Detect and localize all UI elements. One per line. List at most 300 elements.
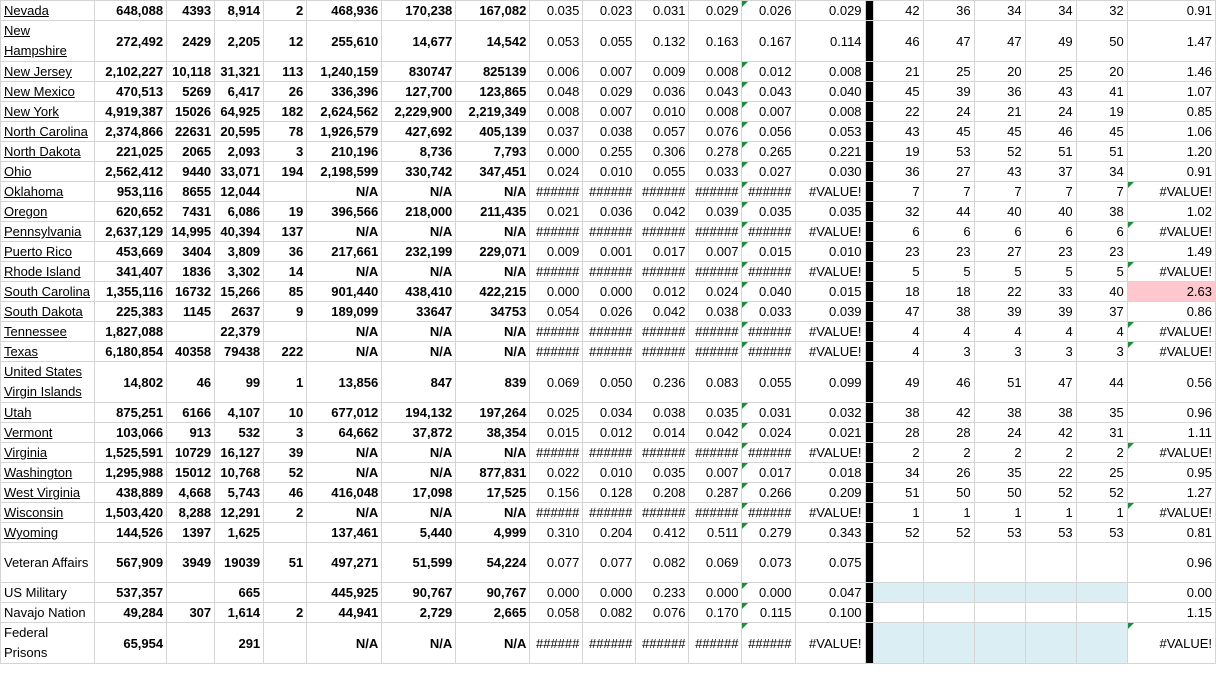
data-cell[interactable]: 0.86 bbox=[1127, 302, 1215, 322]
data-cell[interactable]: N/A bbox=[456, 443, 530, 463]
data-cell[interactable]: 4,107 bbox=[215, 403, 264, 423]
data-cell[interactable]: 46 bbox=[873, 21, 923, 62]
data-cell[interactable] bbox=[167, 322, 215, 342]
data-cell[interactable]: ###### bbox=[530, 182, 583, 202]
data-cell[interactable]: 453,669 bbox=[95, 242, 167, 262]
data-cell[interactable]: 0.032 bbox=[795, 403, 865, 423]
data-cell[interactable]: 0.034 bbox=[583, 403, 636, 423]
data-cell[interactable] bbox=[974, 543, 1025, 583]
data-cell[interactable]: N/A bbox=[456, 342, 530, 362]
data-cell[interactable]: 0.033 bbox=[689, 162, 742, 182]
data-cell[interactable]: ###### bbox=[636, 623, 689, 664]
row-label-cell[interactable] bbox=[1, 282, 95, 302]
data-cell[interactable]: 0.008 bbox=[795, 62, 865, 82]
data-cell[interactable]: 272,492 bbox=[95, 21, 167, 62]
data-cell[interactable]: 39 bbox=[264, 443, 307, 463]
data-cell[interactable]: 167,082 bbox=[456, 1, 530, 21]
data-cell[interactable]: #VALUE! bbox=[1127, 503, 1215, 523]
data-cell[interactable]: 34 bbox=[1025, 1, 1076, 21]
data-cell[interactable]: 14 bbox=[264, 262, 307, 282]
data-cell[interactable]: N/A bbox=[382, 262, 456, 282]
data-cell[interactable]: 0.007 bbox=[742, 102, 795, 122]
data-cell[interactable]: ###### bbox=[689, 262, 742, 282]
data-cell[interactable]: 1 bbox=[873, 503, 923, 523]
data-cell[interactable]: 6 bbox=[1076, 222, 1127, 242]
data-cell[interactable]: 0.000 bbox=[583, 583, 636, 603]
data-cell[interactable]: 537,357 bbox=[95, 583, 167, 603]
data-cell[interactable]: 0.015 bbox=[795, 282, 865, 302]
data-cell[interactable]: #VALUE! bbox=[1127, 182, 1215, 202]
data-cell[interactable]: 0.012 bbox=[742, 62, 795, 82]
data-cell[interactable]: 43 bbox=[873, 122, 923, 142]
data-cell[interactable]: ###### bbox=[636, 222, 689, 242]
data-cell[interactable]: 1,295,988 bbox=[95, 463, 167, 483]
data-cell[interactable]: 99 bbox=[215, 362, 264, 403]
data-cell[interactable]: 2,102,227 bbox=[95, 62, 167, 82]
data-cell[interactable]: 33647 bbox=[382, 302, 456, 322]
data-cell[interactable]: 22 bbox=[1025, 463, 1076, 483]
row-label-cell[interactable] bbox=[1, 262, 95, 282]
data-cell[interactable]: 1,625 bbox=[215, 523, 264, 543]
data-cell[interactable]: 0.132 bbox=[636, 21, 689, 62]
data-cell[interactable]: 7,793 bbox=[456, 142, 530, 162]
data-cell[interactable]: 90,767 bbox=[382, 583, 456, 603]
data-cell[interactable]: #VALUE! bbox=[795, 623, 865, 664]
data-cell[interactable]: 0.000 bbox=[530, 583, 583, 603]
data-cell[interactable]: 210,196 bbox=[307, 142, 382, 162]
data-cell[interactable]: 10,118 bbox=[167, 62, 215, 82]
data-cell[interactable]: 28 bbox=[923, 423, 974, 443]
data-cell[interactable]: 51 bbox=[974, 362, 1025, 403]
data-cell[interactable]: 52 bbox=[1076, 483, 1127, 503]
row-label-cell[interactable] bbox=[1, 102, 95, 122]
data-cell[interactable]: 38,354 bbox=[456, 423, 530, 443]
data-cell[interactable]: 0.022 bbox=[530, 463, 583, 483]
row-label-cell[interactable] bbox=[1, 202, 95, 222]
data-cell[interactable]: ###### bbox=[530, 222, 583, 242]
data-cell[interactable]: 10729 bbox=[167, 443, 215, 463]
data-cell[interactable]: 18 bbox=[923, 282, 974, 302]
data-cell[interactable]: 25 bbox=[1025, 62, 1076, 82]
data-cell[interactable]: 1,926,579 bbox=[307, 122, 382, 142]
data-cell[interactable]: 37,872 bbox=[382, 423, 456, 443]
data-cell[interactable]: 5 bbox=[873, 262, 923, 282]
data-cell[interactable]: ###### bbox=[530, 322, 583, 342]
data-cell[interactable]: 1,355,116 bbox=[95, 282, 167, 302]
data-cell[interactable]: 50 bbox=[974, 483, 1025, 503]
data-cell[interactable]: 1.20 bbox=[1127, 142, 1215, 162]
data-cell[interactable]: 0.000 bbox=[742, 583, 795, 603]
data-cell[interactable]: 4,999 bbox=[456, 523, 530, 543]
data-cell[interactable]: 0.001 bbox=[583, 242, 636, 262]
data-cell[interactable]: 1 bbox=[923, 503, 974, 523]
data-cell[interactable]: 0.073 bbox=[742, 543, 795, 583]
data-cell[interactable]: 26 bbox=[923, 463, 974, 483]
data-cell[interactable]: 6166 bbox=[167, 403, 215, 423]
data-cell[interactable]: 3 bbox=[974, 342, 1025, 362]
data-cell[interactable]: 438,889 bbox=[95, 483, 167, 503]
data-cell[interactable]: ###### bbox=[636, 342, 689, 362]
data-cell[interactable]: 0.035 bbox=[530, 1, 583, 21]
data-cell[interactable]: N/A bbox=[456, 503, 530, 523]
data-cell[interactable]: 189,099 bbox=[307, 302, 382, 322]
data-cell[interactable]: 0.279 bbox=[742, 523, 795, 543]
data-cell[interactable]: 85 bbox=[264, 282, 307, 302]
data-cell[interactable]: 877,831 bbox=[456, 463, 530, 483]
data-cell[interactable]: ###### bbox=[583, 262, 636, 282]
data-cell[interactable]: 0.255 bbox=[583, 142, 636, 162]
data-cell[interactable]: 5 bbox=[1025, 262, 1076, 282]
data-cell[interactable]: 40 bbox=[974, 202, 1025, 222]
data-cell[interactable]: 0.010 bbox=[583, 162, 636, 182]
row-label-cell[interactable] bbox=[1, 162, 95, 182]
data-cell[interactable]: 50 bbox=[923, 483, 974, 503]
data-cell[interactable] bbox=[873, 623, 923, 664]
data-cell[interactable]: 31 bbox=[1076, 423, 1127, 443]
data-cell[interactable]: 0.017 bbox=[742, 463, 795, 483]
data-cell[interactable]: 14,677 bbox=[382, 21, 456, 62]
data-cell[interactable]: ###### bbox=[742, 322, 795, 342]
data-cell[interactable]: 2,229,900 bbox=[382, 102, 456, 122]
row-label-cell[interactable] bbox=[1, 122, 95, 142]
data-cell[interactable]: 0.033 bbox=[742, 302, 795, 322]
data-cell[interactable]: N/A bbox=[382, 463, 456, 483]
data-cell[interactable]: 0.083 bbox=[689, 362, 742, 403]
data-cell[interactable]: 0.163 bbox=[689, 21, 742, 62]
data-cell[interactable]: 1.11 bbox=[1127, 423, 1215, 443]
data-cell[interactable]: ###### bbox=[742, 623, 795, 664]
row-label-cell[interactable] bbox=[1, 142, 95, 162]
data-cell[interactable]: 1836 bbox=[167, 262, 215, 282]
data-cell[interactable]: 52 bbox=[873, 523, 923, 543]
row-label-cell[interactable] bbox=[1, 443, 95, 463]
data-cell[interactable]: 6 bbox=[1025, 222, 1076, 242]
data-cell[interactable]: 0.233 bbox=[636, 583, 689, 603]
data-cell[interactable]: N/A bbox=[382, 182, 456, 202]
data-cell[interactable]: 0.012 bbox=[636, 282, 689, 302]
data-cell[interactable]: 23 bbox=[1076, 242, 1127, 262]
data-cell[interactable]: 33,071 bbox=[215, 162, 264, 182]
data-cell[interactable]: 0.056 bbox=[742, 122, 795, 142]
data-cell[interactable]: 4,919,387 bbox=[95, 102, 167, 122]
data-cell[interactable]: 0.236 bbox=[636, 362, 689, 403]
data-cell[interactable]: 0.042 bbox=[689, 423, 742, 443]
data-cell[interactable]: 1.06 bbox=[1127, 122, 1215, 142]
data-cell[interactable]: 0.511 bbox=[689, 523, 742, 543]
data-cell[interactable]: 0.030 bbox=[795, 162, 865, 182]
data-cell[interactable]: 255,610 bbox=[307, 21, 382, 62]
data-cell[interactable]: 42 bbox=[1025, 423, 1076, 443]
data-cell[interactable]: 648,088 bbox=[95, 1, 167, 21]
data-cell[interactable]: 0.054 bbox=[530, 302, 583, 322]
data-cell[interactable]: 1,827,088 bbox=[95, 322, 167, 342]
data-cell[interactable]: #VALUE! bbox=[1127, 443, 1215, 463]
data-cell[interactable]: 0.048 bbox=[530, 82, 583, 102]
data-cell[interactable]: 43 bbox=[1025, 82, 1076, 102]
data-cell[interactable]: 2637 bbox=[215, 302, 264, 322]
data-cell[interactable]: 54,224 bbox=[456, 543, 530, 583]
data-cell[interactable]: 32 bbox=[1076, 1, 1127, 21]
data-cell[interactable]: 6,086 bbox=[215, 202, 264, 222]
data-cell[interactable]: 0.082 bbox=[636, 543, 689, 583]
data-cell[interactable]: 0.069 bbox=[689, 543, 742, 583]
data-cell[interactable]: 20,595 bbox=[215, 122, 264, 142]
data-cell[interactable]: 3,302 bbox=[215, 262, 264, 282]
data-cell[interactable]: 44 bbox=[1076, 362, 1127, 403]
data-cell[interactable]: 0.128 bbox=[583, 483, 636, 503]
data-cell[interactable]: 2429 bbox=[167, 21, 215, 62]
data-cell[interactable]: 27 bbox=[923, 162, 974, 182]
data-cell[interactable]: 40 bbox=[1025, 202, 1076, 222]
data-cell[interactable] bbox=[1025, 583, 1076, 603]
data-cell[interactable]: 45 bbox=[923, 122, 974, 142]
data-cell[interactable]: 36 bbox=[873, 162, 923, 182]
data-cell[interactable]: 42 bbox=[873, 1, 923, 21]
data-cell[interactable]: 23 bbox=[923, 242, 974, 262]
data-cell[interactable]: 291 bbox=[215, 623, 264, 664]
data-cell[interactable]: 0.100 bbox=[795, 603, 865, 623]
data-cell[interactable]: 0.115 bbox=[742, 603, 795, 623]
data-cell[interactable] bbox=[923, 583, 974, 603]
data-cell[interactable]: ###### bbox=[689, 443, 742, 463]
row-label-cell[interactable] bbox=[1, 302, 95, 322]
data-cell[interactable]: 0.208 bbox=[636, 483, 689, 503]
data-cell[interactable]: 0.017 bbox=[636, 242, 689, 262]
data-cell[interactable]: 0.91 bbox=[1127, 162, 1215, 182]
data-cell[interactable]: 39 bbox=[1025, 302, 1076, 322]
data-cell[interactable]: 2 bbox=[1025, 443, 1076, 463]
data-cell[interactable]: 46 bbox=[923, 362, 974, 403]
data-cell[interactable] bbox=[873, 543, 923, 583]
data-cell[interactable]: 0.278 bbox=[689, 142, 742, 162]
row-label-cell[interactable] bbox=[1, 222, 95, 242]
data-cell[interactable]: 36 bbox=[974, 82, 1025, 102]
data-cell[interactable]: 665 bbox=[215, 583, 264, 603]
data-cell[interactable]: 2,665 bbox=[456, 603, 530, 623]
row-label-cell[interactable] bbox=[1, 403, 95, 423]
data-cell[interactable]: 336,396 bbox=[307, 82, 382, 102]
data-cell[interactable]: 1 bbox=[974, 503, 1025, 523]
data-cell[interactable]: 217,661 bbox=[307, 242, 382, 262]
data-cell[interactable]: ###### bbox=[530, 503, 583, 523]
data-cell[interactable]: 13,856 bbox=[307, 362, 382, 403]
data-cell[interactable] bbox=[923, 543, 974, 583]
data-cell[interactable]: 36 bbox=[923, 1, 974, 21]
data-cell[interactable]: 825139 bbox=[456, 62, 530, 82]
data-cell[interactable]: 468,936 bbox=[307, 1, 382, 21]
data-cell[interactable]: 36 bbox=[264, 242, 307, 262]
data-cell[interactable]: 19 bbox=[873, 142, 923, 162]
data-cell[interactable]: 0.95 bbox=[1127, 463, 1215, 483]
data-cell[interactable]: 6,417 bbox=[215, 82, 264, 102]
data-cell[interactable]: 0.047 bbox=[795, 583, 865, 603]
data-cell[interactable]: 34753 bbox=[456, 302, 530, 322]
data-cell[interactable]: 27 bbox=[974, 242, 1025, 262]
row-label-cell[interactable] bbox=[1, 21, 95, 62]
data-cell[interactable]: 0.008 bbox=[795, 102, 865, 122]
data-cell[interactable]: 3 bbox=[923, 342, 974, 362]
data-cell[interactable] bbox=[1025, 623, 1076, 664]
data-cell[interactable]: ###### bbox=[583, 182, 636, 202]
data-cell[interactable]: 0.026 bbox=[742, 1, 795, 21]
data-cell[interactable]: 0.053 bbox=[795, 122, 865, 142]
data-cell[interactable]: 2 bbox=[923, 443, 974, 463]
data-cell[interactable]: 0.038 bbox=[689, 302, 742, 322]
data-cell[interactable]: 2,637,129 bbox=[95, 222, 167, 242]
data-cell[interactable]: 913 bbox=[167, 423, 215, 443]
data-cell[interactable]: 0.035 bbox=[636, 463, 689, 483]
data-cell[interactable]: 2 bbox=[264, 1, 307, 21]
data-cell[interactable]: 0.069 bbox=[530, 362, 583, 403]
data-cell[interactable]: 0.029 bbox=[689, 1, 742, 21]
data-cell[interactable]: ###### bbox=[530, 443, 583, 463]
data-cell[interactable]: 23 bbox=[873, 242, 923, 262]
data-cell[interactable]: 32 bbox=[873, 202, 923, 222]
data-cell[interactable]: 839 bbox=[456, 362, 530, 403]
data-cell[interactable]: 197,264 bbox=[456, 403, 530, 423]
data-cell[interactable]: 1.02 bbox=[1127, 202, 1215, 222]
data-cell[interactable]: 1,525,591 bbox=[95, 443, 167, 463]
data-cell[interactable] bbox=[264, 523, 307, 543]
data-cell[interactable]: 0.039 bbox=[689, 202, 742, 222]
data-cell[interactable]: 51 bbox=[873, 483, 923, 503]
data-cell[interactable]: 0.035 bbox=[742, 202, 795, 222]
data-cell[interactable] bbox=[264, 182, 307, 202]
data-cell[interactable] bbox=[974, 583, 1025, 603]
data-cell[interactable]: 35 bbox=[974, 463, 1025, 483]
data-cell[interactable]: 2,729 bbox=[382, 603, 456, 623]
data-cell[interactable]: ###### bbox=[689, 503, 742, 523]
data-cell[interactable]: 225,383 bbox=[95, 302, 167, 322]
data-cell[interactable]: 46 bbox=[264, 483, 307, 503]
row-label-cell[interactable] bbox=[1, 543, 95, 583]
data-cell[interactable]: 7431 bbox=[167, 202, 215, 222]
row-label-cell[interactable] bbox=[1, 362, 95, 403]
data-cell[interactable]: 16,127 bbox=[215, 443, 264, 463]
data-cell[interactable]: 875,251 bbox=[95, 403, 167, 423]
data-cell[interactable]: 53 bbox=[1025, 523, 1076, 543]
data-cell[interactable]: 78 bbox=[264, 122, 307, 142]
data-cell[interactable]: 26 bbox=[264, 82, 307, 102]
data-cell[interactable]: 3,809 bbox=[215, 242, 264, 262]
data-cell[interactable]: 221,025 bbox=[95, 142, 167, 162]
data-cell[interactable]: 12 bbox=[264, 21, 307, 62]
data-cell[interactable]: 422,215 bbox=[456, 282, 530, 302]
data-cell[interactable]: ###### bbox=[742, 222, 795, 242]
data-cell[interactable] bbox=[923, 623, 974, 664]
data-cell[interactable]: ###### bbox=[742, 342, 795, 362]
data-cell[interactable]: 1.47 bbox=[1127, 21, 1215, 62]
data-cell[interactable]: N/A bbox=[307, 503, 382, 523]
data-cell[interactable]: 47 bbox=[923, 21, 974, 62]
row-label-cell[interactable] bbox=[1, 82, 95, 102]
data-cell[interactable]: 470,513 bbox=[95, 82, 167, 102]
data-cell[interactable]: 0.099 bbox=[795, 362, 865, 403]
data-cell[interactable]: 14,542 bbox=[456, 21, 530, 62]
data-cell[interactable]: ###### bbox=[583, 322, 636, 342]
data-cell[interactable]: 0.000 bbox=[583, 282, 636, 302]
data-cell[interactable]: 2065 bbox=[167, 142, 215, 162]
data-cell[interactable]: #VALUE! bbox=[795, 503, 865, 523]
data-cell[interactable]: 0.050 bbox=[583, 362, 636, 403]
data-cell[interactable]: 3 bbox=[1076, 342, 1127, 362]
data-cell[interactable]: 5 bbox=[974, 262, 1025, 282]
data-cell[interactable]: 35 bbox=[1076, 403, 1127, 423]
data-cell[interactable]: 9 bbox=[264, 302, 307, 322]
data-cell[interactable]: N/A bbox=[456, 623, 530, 664]
data-cell[interactable]: 40358 bbox=[167, 342, 215, 362]
data-cell[interactable]: 0.015 bbox=[742, 242, 795, 262]
data-cell[interactable]: 4 bbox=[974, 322, 1025, 342]
data-cell[interactable]: 47 bbox=[873, 302, 923, 322]
data-cell[interactable]: ###### bbox=[689, 182, 742, 202]
data-cell[interactable]: 10,768 bbox=[215, 463, 264, 483]
data-cell[interactable]: 42 bbox=[923, 403, 974, 423]
data-cell[interactable]: N/A bbox=[382, 342, 456, 362]
row-label-cell[interactable] bbox=[1, 523, 95, 543]
data-cell[interactable]: 79438 bbox=[215, 342, 264, 362]
data-cell[interactable]: 0.156 bbox=[530, 483, 583, 503]
data-cell[interactable]: 137 bbox=[264, 222, 307, 242]
data-cell[interactable]: ###### bbox=[583, 503, 636, 523]
data-cell[interactable]: 0.021 bbox=[530, 202, 583, 222]
data-cell[interactable]: 137,461 bbox=[307, 523, 382, 543]
data-cell[interactable]: 347,451 bbox=[456, 162, 530, 182]
data-cell[interactable]: 0.024 bbox=[742, 423, 795, 443]
data-cell[interactable]: 0.008 bbox=[689, 102, 742, 122]
data-cell[interactable]: 9440 bbox=[167, 162, 215, 182]
data-cell[interactable]: 127,700 bbox=[382, 82, 456, 102]
data-cell[interactable]: 144,526 bbox=[95, 523, 167, 543]
data-cell[interactable]: ###### bbox=[636, 322, 689, 342]
data-cell[interactable]: 0.055 bbox=[583, 21, 636, 62]
data-cell[interactable]: 44,941 bbox=[307, 603, 382, 623]
data-cell[interactable]: 0.036 bbox=[636, 82, 689, 102]
data-cell[interactable]: 307 bbox=[167, 603, 215, 623]
data-cell[interactable]: 4 bbox=[873, 322, 923, 342]
data-cell[interactable]: 51 bbox=[264, 543, 307, 583]
data-cell[interactable]: 2 bbox=[1076, 443, 1127, 463]
data-cell[interactable]: 34 bbox=[873, 463, 923, 483]
data-cell[interactable]: N/A bbox=[456, 262, 530, 282]
data-cell[interactable] bbox=[974, 603, 1025, 623]
data-cell[interactable]: 45 bbox=[1076, 122, 1127, 142]
data-cell[interactable]: 0.000 bbox=[530, 282, 583, 302]
data-cell[interactable]: 90,767 bbox=[456, 583, 530, 603]
data-cell[interactable]: 0.043 bbox=[689, 82, 742, 102]
data-cell[interactable]: 12,291 bbox=[215, 503, 264, 523]
data-cell[interactable] bbox=[873, 583, 923, 603]
data-cell[interactable]: 24 bbox=[923, 102, 974, 122]
data-cell[interactable]: 50 bbox=[1076, 21, 1127, 62]
data-cell[interactable]: 1.49 bbox=[1127, 242, 1215, 262]
data-cell[interactable]: 229,071 bbox=[456, 242, 530, 262]
data-cell[interactable]: 53 bbox=[974, 523, 1025, 543]
data-cell[interactable]: 0.009 bbox=[636, 62, 689, 82]
data-cell[interactable]: 4393 bbox=[167, 1, 215, 21]
data-cell[interactable]: 497,271 bbox=[307, 543, 382, 583]
data-cell[interactable]: 25 bbox=[1076, 463, 1127, 483]
data-cell[interactable]: N/A bbox=[382, 503, 456, 523]
data-cell[interactable]: 2,562,412 bbox=[95, 162, 167, 182]
data-cell[interactable]: 3 bbox=[1025, 342, 1076, 362]
data-cell[interactable]: N/A bbox=[307, 623, 382, 664]
data-cell[interactable]: 0.008 bbox=[689, 62, 742, 82]
data-cell[interactable]: 0.007 bbox=[689, 463, 742, 483]
data-cell[interactable]: 38 bbox=[974, 403, 1025, 423]
data-cell[interactable]: 1,240,159 bbox=[307, 62, 382, 82]
data-cell[interactable]: 8,914 bbox=[215, 1, 264, 21]
